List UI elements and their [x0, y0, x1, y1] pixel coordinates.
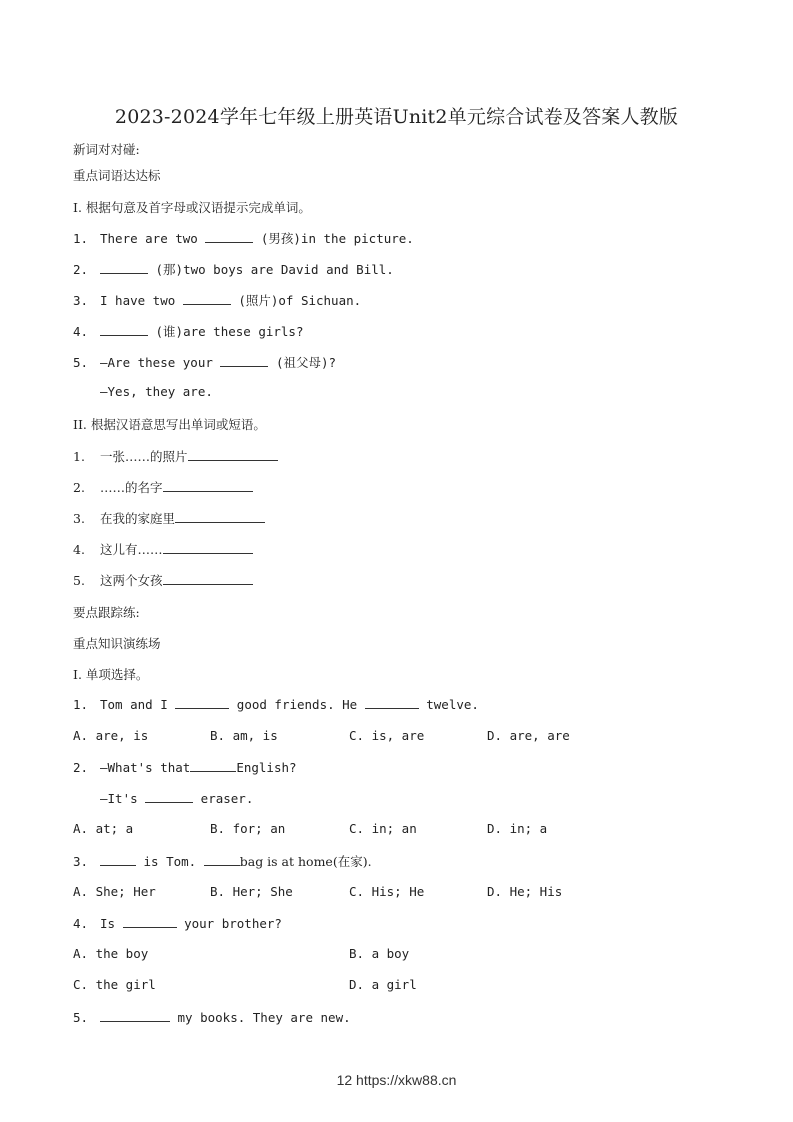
question-4: 4. Is your brother?	[73, 916, 282, 931]
section-subheading-key-words: 重点词语达达标	[73, 168, 161, 183]
question-5: 5. my books. They are new.	[73, 1010, 351, 1025]
q1-option-d[interactable]: D. are, are	[487, 728, 570, 743]
q2-option-c[interactable]: C. in; an	[349, 821, 417, 836]
question-3: 3. is Tom. bag is at home(在家).	[73, 854, 372, 869]
q3-option-d[interactable]: D. He; His	[487, 884, 563, 899]
part1-item-5-reply: —Yes, they are.	[100, 384, 213, 399]
fill-blank[interactable]	[365, 696, 419, 709]
fill-blank[interactable]	[205, 230, 253, 243]
part1-item-1: 1. There are two (男孩)in the picture.	[73, 231, 414, 246]
q3-option-a[interactable]: A. She; Her	[73, 884, 156, 899]
q1-option-c[interactable]: C. is, are	[349, 728, 425, 743]
q1-option-a[interactable]: A. are, is	[73, 728, 149, 743]
part1-item-2: 2. (那)two boys are David and Bill.	[73, 262, 394, 277]
part2-item-3: 3. 在我的家庭里	[73, 509, 265, 527]
section-subheading-key-knowledge: 重点知识演练场	[73, 636, 161, 651]
fill-blank[interactable]	[220, 354, 268, 367]
fill-blank[interactable]	[190, 759, 236, 772]
q4-option-b[interactable]: B. a boy	[349, 946, 410, 961]
part2-item-2: 2. ……的名字	[73, 478, 253, 496]
part1-item-5: 5. —Are these your (祖父母)?	[73, 355, 337, 370]
part1-item-3: 3. I have two (照片)of Sichuan.	[73, 293, 362, 308]
section-heading-new-words: 新词对对碰:	[73, 142, 140, 157]
fill-blank[interactable]	[163, 479, 253, 492]
fill-blank[interactable]	[163, 572, 253, 585]
section-heading-practice: 要点跟踪练:	[73, 605, 140, 620]
question-2-reply: —It's eraser.	[100, 791, 254, 806]
q4-option-c[interactable]: C. the girl	[73, 977, 156, 992]
q3-option-c[interactable]: C. His; He	[349, 884, 425, 899]
fill-blank[interactable]	[163, 541, 253, 554]
part2-item-1: 1. 一张……的照片	[73, 447, 278, 465]
fill-blank[interactable]	[175, 510, 265, 523]
fill-blank[interactable]	[183, 292, 231, 305]
fill-blank[interactable]	[123, 915, 177, 928]
q4-option-d[interactable]: D. a girl	[349, 977, 417, 992]
fill-blank[interactable]	[188, 448, 278, 461]
q2-option-b[interactable]: B. for; an	[210, 821, 286, 836]
q1-option-b[interactable]: B. am, is	[210, 728, 278, 743]
q4-option-a[interactable]: A. the boy	[73, 946, 149, 961]
fill-blank[interactable]	[100, 853, 136, 866]
q2-option-a[interactable]: A. at; a	[73, 821, 134, 836]
page-title: 2023-2024学年七年级上册英语Unit2单元综合试卷及答案人教版	[114, 106, 679, 128]
part2-item-5: 5. 这两个女孩	[73, 571, 253, 589]
fill-blank[interactable]	[204, 853, 240, 866]
fill-blank[interactable]	[100, 323, 148, 336]
fill-blank[interactable]	[145, 790, 193, 803]
fill-blank[interactable]	[100, 1009, 170, 1022]
question-1: 1. Tom and I good friends. He twelve.	[73, 697, 479, 712]
q2-option-d[interactable]: D. in; a	[487, 821, 548, 836]
page-footer: 12 https://xkw88.cn	[336, 1072, 457, 1088]
part2-heading: II. 根据汉语意思写出单词或短语。	[73, 417, 266, 432]
part1-heading: I. 根据句意及首字母或汉语提示完成单词。	[73, 200, 311, 215]
fill-blank[interactable]	[175, 696, 229, 709]
fill-blank[interactable]	[100, 261, 148, 274]
part3-heading: I. 单项选择。	[73, 667, 149, 682]
q3-option-b[interactable]: B. Her; She	[210, 884, 293, 899]
part2-item-4: 4. 这儿有……	[73, 540, 253, 558]
part1-item-4: 4. (谁)are these girls?	[73, 324, 304, 339]
question-2: 2. —What's that English?	[73, 760, 297, 775]
